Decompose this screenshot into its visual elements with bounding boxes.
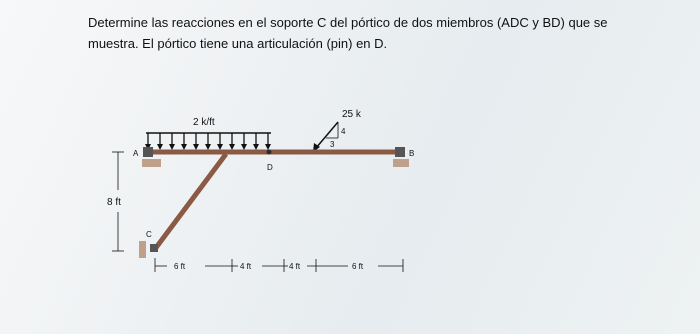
support-A-base bbox=[142, 159, 161, 167]
distributed-load-label: 2 k/ft bbox=[193, 117, 215, 128]
height-dimension bbox=[107, 152, 124, 251]
support-C-wall bbox=[139, 241, 146, 258]
span-label-3: 4 ft bbox=[289, 262, 301, 271]
distributed-load bbox=[145, 117, 271, 150]
label-C: C bbox=[146, 230, 152, 239]
support-C bbox=[139, 241, 158, 258]
span-label-4: 6 ft bbox=[352, 262, 364, 271]
frame-members bbox=[148, 150, 400, 250]
point-load bbox=[313, 109, 362, 152]
point-load-arrow bbox=[316, 122, 338, 148]
support-B-base bbox=[393, 159, 409, 167]
label-D: D bbox=[267, 163, 273, 172]
label-B: B bbox=[409, 149, 415, 158]
load-arrows bbox=[148, 133, 268, 145]
problem-line-2: muestra. El pórtico tiene una articulación (pin) en D. bbox=[88, 36, 388, 51]
support-B-roller bbox=[395, 147, 405, 157]
point-load-label: 25 k bbox=[342, 109, 361, 120]
pin-D bbox=[267, 150, 272, 155]
slope-run-label: 3 bbox=[330, 140, 335, 149]
label-A: A bbox=[133, 149, 139, 158]
support-B bbox=[393, 147, 409, 167]
support-C-pin bbox=[150, 244, 158, 252]
span-dimensions bbox=[155, 258, 403, 272]
span-label-1: 6 ft bbox=[174, 262, 186, 271]
member-diagonal bbox=[155, 154, 226, 249]
span-label-2: 4 ft bbox=[240, 262, 252, 271]
problem-line-1: Determine las reacciones en el soporte C del pórtico de dos miembros (ADC y BD) que se bbox=[88, 15, 608, 30]
slope-rise-label: 4 bbox=[341, 127, 346, 136]
support-A-pin bbox=[143, 147, 153, 157]
height-label: 8 ft bbox=[107, 197, 121, 208]
